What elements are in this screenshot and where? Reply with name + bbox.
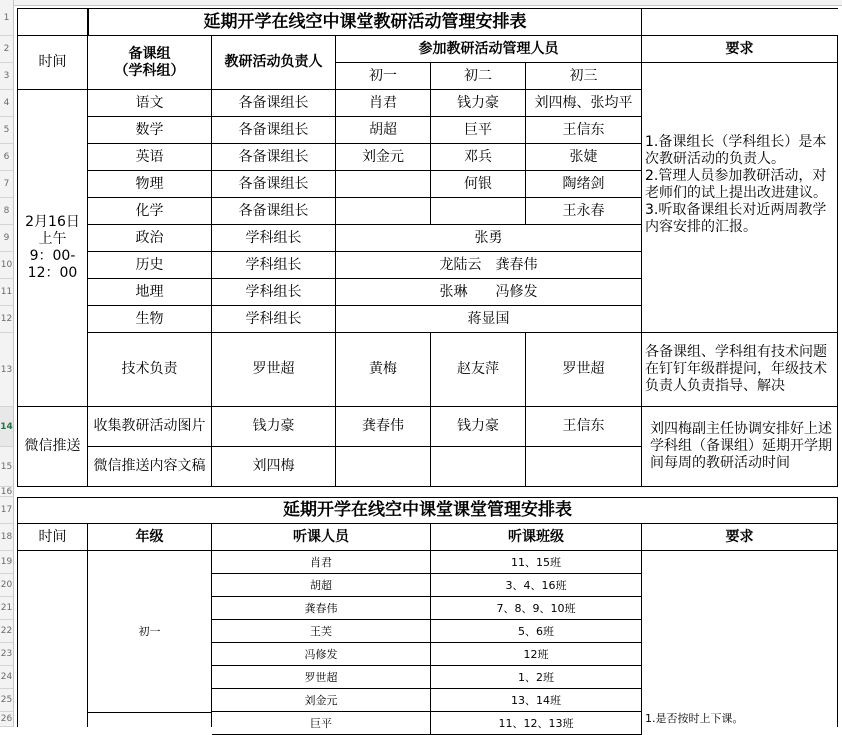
subject-name: 化学: [88, 198, 212, 225]
listener-classes: 1、2班: [431, 666, 642, 689]
subject-owner: 各备课组长: [212, 90, 336, 117]
wechat-collect-task: 收集教研活动图片: [88, 407, 212, 447]
subject-name: 政治: [88, 225, 212, 252]
listener-classes: 12班: [431, 643, 642, 666]
wechat-collect-grade-3: 王信东: [526, 407, 642, 447]
row-number[interactable]: 3: [0, 63, 14, 90]
t2-requirements: 1.是否按时上下课。: [642, 551, 838, 727]
header-participants: 参加教研活动管理人员: [336, 36, 642, 63]
row-number[interactable]: 21: [0, 597, 14, 620]
row-number[interactable]: 6: [0, 144, 14, 171]
header-group: 备课组 （学科组）: [88, 36, 212, 90]
tech-owner: 罗世超: [212, 333, 336, 407]
activity-time: 2月16日 上午 9：00- 12：00: [17, 90, 88, 407]
t2-header-time: 时间: [17, 524, 88, 551]
header-grade-3: 初三: [526, 63, 642, 90]
row-number[interactable]: 24: [0, 666, 14, 689]
subject-owner: 各备课组长: [212, 144, 336, 171]
row-number[interactable]: 20: [0, 574, 14, 597]
participant-grade-2: [431, 198, 526, 225]
subject-participants: 张勇: [336, 225, 642, 252]
header-requirements: 要求: [642, 36, 838, 63]
row-number[interactable]: 14: [0, 407, 14, 447]
row-number[interactable]: 23: [0, 643, 14, 666]
t2-header-requirements: 要求: [642, 524, 838, 551]
participant-grade-2: 何银: [431, 171, 526, 198]
participant-grade-1: 肖君: [336, 90, 431, 117]
wechat-push-blank-2: [431, 447, 526, 487]
row-number[interactable]: 19: [0, 551, 14, 574]
participant-grade-2: 巨平: [431, 117, 526, 144]
row-number[interactable]: 17: [0, 497, 14, 524]
row-number[interactable]: 22: [0, 620, 14, 643]
listener-name: 罗世超: [212, 666, 431, 689]
row-number[interactable]: 12: [0, 306, 14, 333]
row-number[interactable]: 10: [0, 252, 14, 279]
participant-grade-3: 陶绪剑: [526, 171, 642, 198]
t2-grade: 初一: [88, 551, 212, 713]
row-number[interactable]: 8: [0, 198, 14, 225]
listener-name: 王芙: [212, 620, 431, 643]
participant-grade-3: 张婕: [526, 144, 642, 171]
row-number[interactable]: 16: [0, 487, 13, 497]
subject-owner: 学科组长: [212, 279, 336, 306]
requirements-top-blank: [642, 63, 838, 90]
row-number[interactable]: 7: [0, 171, 14, 198]
subject-name: 生物: [88, 306, 212, 333]
t2-time-blank: [17, 551, 88, 727]
subject-owner: 各备课组长: [212, 171, 336, 198]
listener-classes: 13、14班: [431, 689, 642, 712]
column-header-strip[interactable]: [14, 0, 842, 6]
wechat-push-task: 微信推送内容文稿: [88, 447, 212, 487]
subject-name: 语文: [88, 90, 212, 117]
row-number[interactable]: 26: [0, 712, 14, 727]
tech-grade-1: 黄梅: [336, 333, 431, 407]
row-number[interactable]: 5: [0, 117, 14, 144]
tech-label: 技术负责: [88, 333, 212, 407]
subject-owner: 各备课组长: [212, 117, 336, 144]
listener-classes: 5、6班: [431, 620, 642, 643]
listener-name: 肖君: [212, 551, 431, 574]
requirements-text: 1.备课组长（学科组长）是本次教研活动的负责人。 2.管理人员参加教研活动，对老师们的试上提出改进建议。 3.听取备课组长对近两周教学内容安排的汇报。: [642, 90, 838, 333]
subject-name: 历史: [88, 252, 212, 279]
listener-name: 冯修发: [212, 643, 431, 666]
header-grade-1: 初一: [336, 63, 431, 90]
participant-grade-2: 邓兵: [431, 144, 526, 171]
wechat-push-owner: 刘四梅: [212, 447, 336, 487]
listener-classes: 11、12、13班: [431, 712, 642, 735]
tech-note: 各备课组、学科组有技术问题在钉钉年级群提问，年级技术负责人负责指导、解决: [642, 333, 838, 407]
row-number[interactable]: 4: [0, 90, 14, 117]
subject-name: 数学: [88, 117, 212, 144]
listener-classes: 7、8、9、10班: [431, 597, 642, 620]
participant-grade-1: [336, 171, 431, 198]
participant-grade-3: 王信东: [526, 117, 642, 144]
listener-name: 刘金元: [212, 689, 431, 712]
subject-name: 物理: [88, 171, 212, 198]
header-grade-2: 初二: [431, 63, 526, 90]
subject-owner: 学科组长: [212, 306, 336, 333]
listener-name: 胡超: [212, 574, 431, 597]
listener-name: 巨平: [212, 712, 431, 735]
wechat-push-blank-1: [336, 447, 431, 487]
participant-grade-1: 胡超: [336, 117, 431, 144]
table2-title: 延期开学在线空中课堂课堂管理安排表: [17, 497, 838, 524]
table1-title-blank: [642, 8, 838, 36]
subject-participants: 蒋显国: [336, 306, 642, 333]
tech-grade-3: 罗世超: [526, 333, 642, 407]
participant-grade-1: [336, 198, 431, 225]
listener-classes: 11、15班: [431, 551, 642, 574]
row-number[interactable]: 13: [0, 333, 14, 407]
wechat-collect-owner: 钱力豪: [212, 407, 336, 447]
row-number[interactable]: 25: [0, 689, 14, 712]
wechat-label: 微信推送: [17, 407, 88, 487]
row-number[interactable]: 1: [0, 0, 14, 36]
participant-grade-3: 王永春: [526, 198, 642, 225]
subject-owner: 学科组长: [212, 225, 336, 252]
subject-owner: 学科组长: [212, 252, 336, 279]
wechat-note: 刘四梅副主任协调安排好上述学科组（备课组）延期开学期间每周的教研活动时间: [642, 407, 838, 487]
header-owner: 教研活动负责人: [212, 36, 336, 90]
wechat-collect-grade-2: 钱力豪: [431, 407, 526, 447]
table1-title: 延期开学在线空中课堂教研活动管理安排表: [88, 8, 642, 36]
header-time: 时间: [17, 36, 88, 90]
row-number[interactable]: 11: [0, 279, 14, 306]
t2-header-listener: 听课人员: [212, 524, 431, 551]
subject-participants: 张琳 冯修发: [336, 279, 642, 306]
participant-grade-1: 刘金元: [336, 144, 431, 171]
listener-name: 龚春伟: [212, 597, 431, 620]
t2-header-grade: 年级: [88, 524, 212, 551]
subject-owner: 各备课组长: [212, 198, 336, 225]
wechat-push-blank-3: [526, 447, 642, 487]
row-number[interactable]: 15: [0, 447, 14, 487]
t2-header-classes: 听课班级: [431, 524, 642, 551]
wechat-collect-grade-1: 龚春伟: [336, 407, 431, 447]
row-number[interactable]: 2: [0, 36, 14, 63]
row-number[interactable]: 9: [0, 225, 14, 252]
table1-corner: [17, 8, 88, 36]
t2-grade-next: [88, 713, 212, 727]
listener-classes: 3、4、16班: [431, 574, 642, 597]
subject-name: 英语: [88, 144, 212, 171]
subject-participants: 龙陆云 龚春伟: [336, 252, 642, 279]
subject-name: 地理: [88, 279, 212, 306]
participant-grade-3: 刘四梅、张均平: [526, 90, 642, 117]
row-number[interactable]: 18: [0, 524, 14, 551]
participant-grade-2: 钱力豪: [431, 90, 526, 117]
tech-grade-2: 赵友萍: [431, 333, 526, 407]
